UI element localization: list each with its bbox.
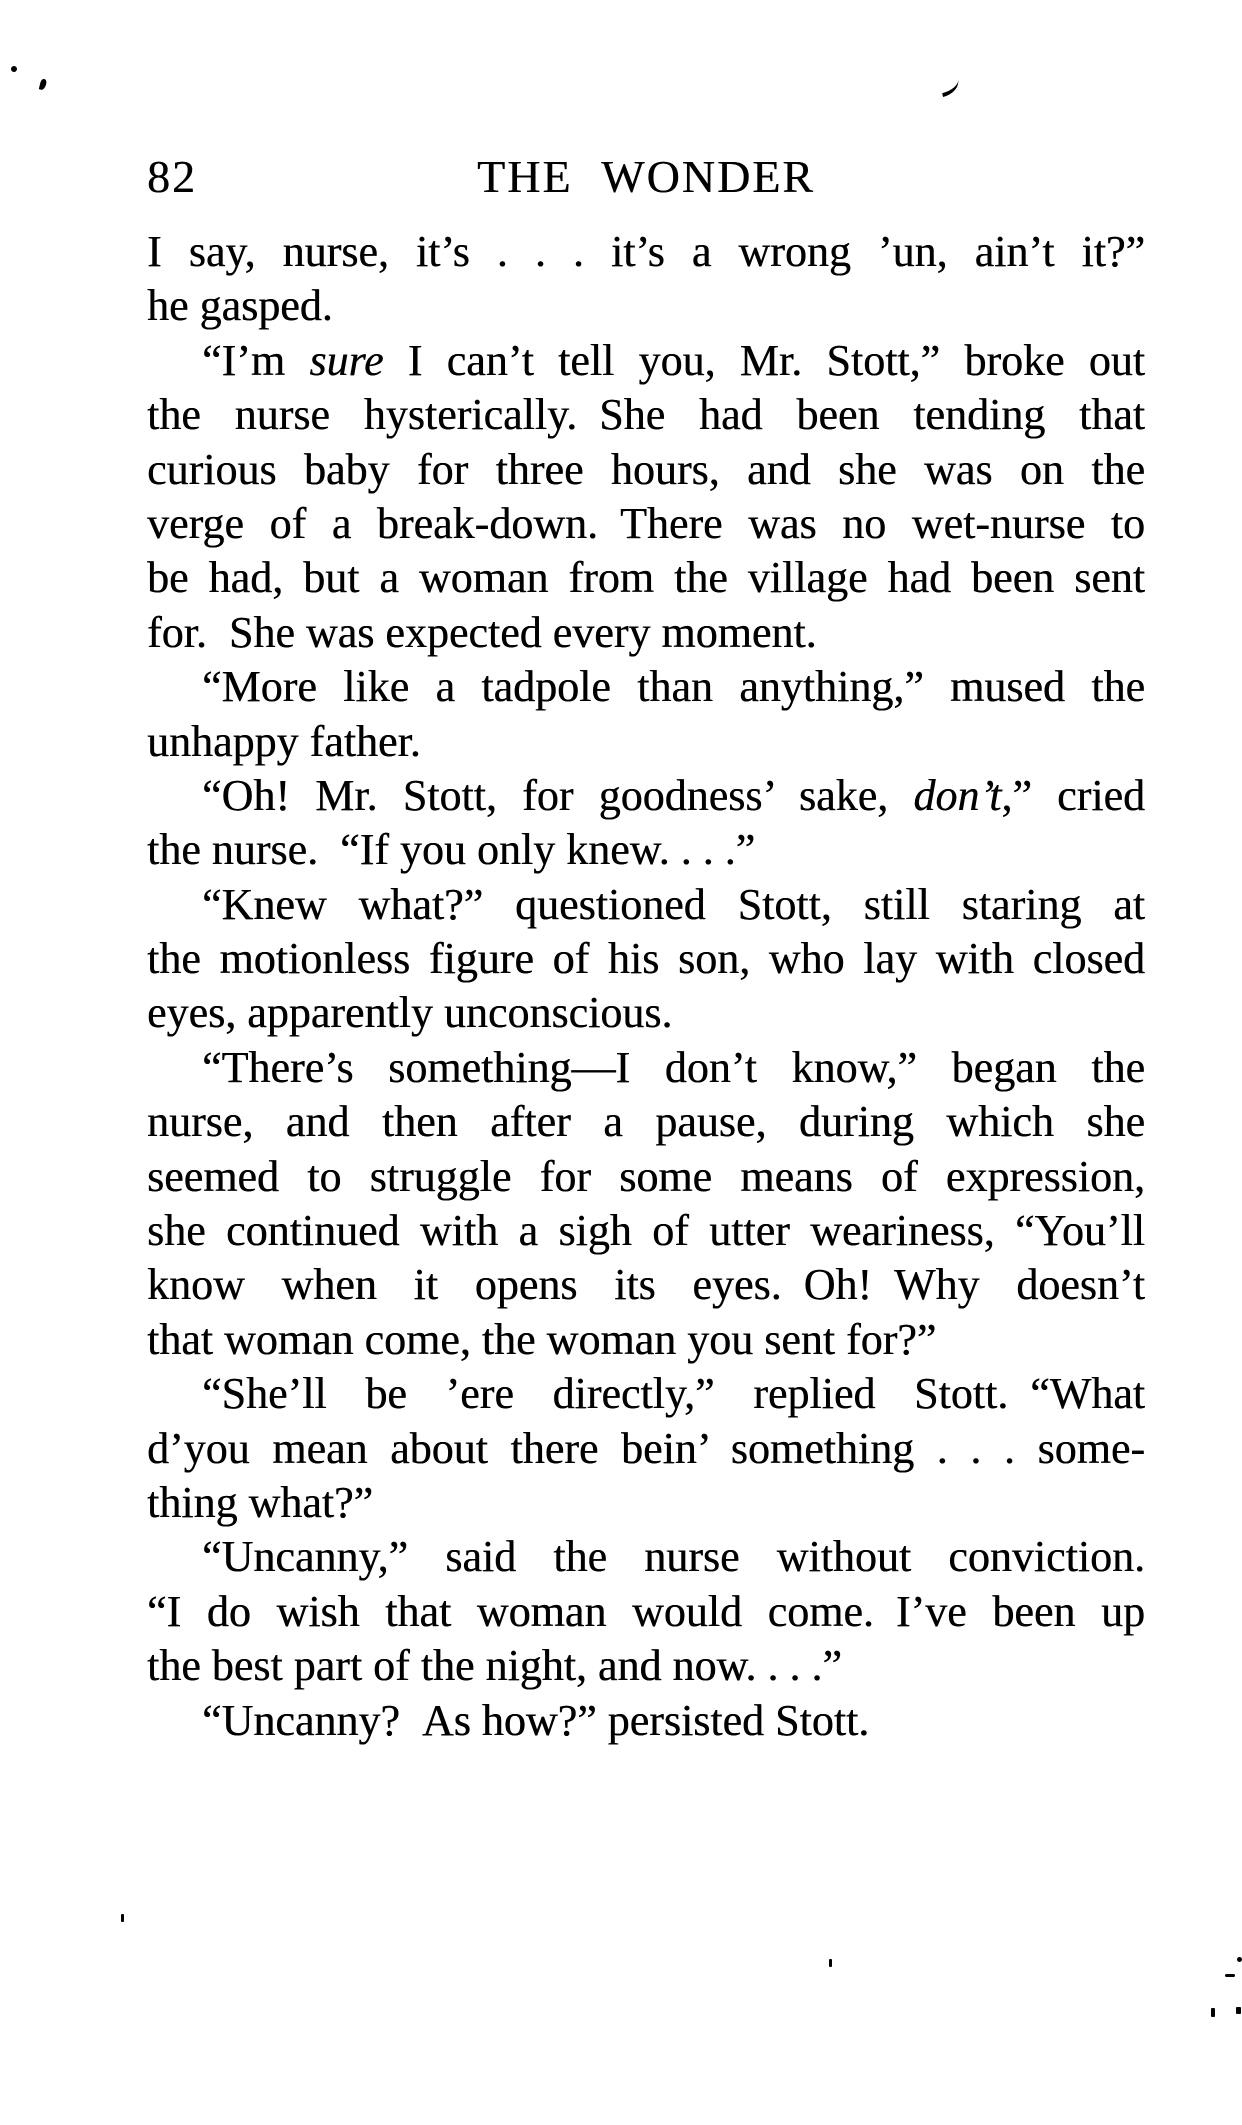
scan-speck: [829, 1959, 832, 1967]
scan-speck: [39, 78, 47, 90]
paragraph: [147, 660, 1145, 769]
paragraph: [147, 1367, 1145, 1530]
text-line: know when it opens its eyes. Oh! Why doesn’t: [147, 1260, 1145, 1310]
text-line: nurse, and then after a pause, during which she: [147, 1097, 1145, 1147]
paragraph: [147, 769, 1145, 878]
text-line: I say, nurse, it’s . . . it’s a wrong ’un, ain’t it?”: [147, 227, 1145, 276]
text-line: “Oh! Mr. Stott, for goodness’ sake, don’t,” cried: [202, 770, 1145, 820]
text-line: that woman come, the woman you sent for?”: [147, 1314, 937, 1364]
text-line: the nurse hysterically. She had been tending that: [147, 390, 1145, 440]
text-line: the motionless figure of his son, who lay with closed: [147, 934, 1145, 984]
page-body: [147, 225, 1145, 1748]
text-line: seemed to struggle for some means of expression,: [147, 1151, 1145, 1201]
text-line: curious baby for three hours, and she was on the: [147, 444, 1145, 494]
text-line: d’you mean about there bein’ something . . . some-: [147, 1423, 1145, 1473]
text-line: be had, but a woman from the village had been sent: [147, 553, 1145, 603]
text-line: “Knew what?” questioned Stott, still staring at: [202, 879, 1145, 929]
text-line: “Uncanny? As how?” persisted Stott.: [202, 1695, 870, 1745]
scan-speck: [1236, 2007, 1241, 2014]
paragraph: [147, 1694, 1145, 1748]
page-header: [147, 152, 1145, 202]
text-line: “I do wish that woman would come. I’ve been up: [147, 1586, 1145, 1636]
paragraph: [147, 225, 1145, 334]
scan-speck: [121, 1914, 124, 1922]
text-line: unhappy father.: [147, 716, 421, 766]
text-line: she continued with a sigh of utter weariness, “You’ll: [147, 1206, 1145, 1256]
paragraph: [147, 1041, 1145, 1367]
text-line: “Uncanny,” said the nurse without conviction.: [202, 1532, 1145, 1582]
paragraph: [147, 878, 1145, 1041]
text-line: verge of a break-down. There was no wet-nurse to: [147, 498, 1145, 548]
page-number: 82: [147, 151, 197, 202]
text-line: the nurse. “If you only knew. . . .”: [147, 825, 756, 875]
running-title: THE WONDER: [477, 151, 815, 202]
text-line: eyes, apparently unconscious.: [147, 988, 673, 1038]
text-line: the best part of the night, and now. . . .”: [147, 1641, 842, 1691]
text-line: “I’m sure I can’t tell you, Mr. Stott,” broke out: [202, 335, 1145, 385]
scan-speck: [1211, 2008, 1215, 2017]
text-line: “More like a tadpole than anything,” mused the: [202, 662, 1145, 712]
text-line: for. She was expected every moment.: [147, 607, 817, 657]
scan-speck: [1225, 1974, 1235, 1977]
scan-speck: [1237, 1957, 1242, 1962]
text-line: thing what?”: [147, 1477, 374, 1527]
text-line: “There’s something—I don’t know,” began the: [202, 1042, 1145, 1092]
text-line: he gasped.: [147, 281, 333, 331]
paragraph: [147, 334, 1145, 660]
scan-speck: [11, 66, 17, 72]
text-line: “She’ll be ’ere directly,” replied Stott. “What: [202, 1369, 1145, 1419]
scan-speck: [940, 79, 962, 97]
paragraph: [147, 1530, 1145, 1693]
